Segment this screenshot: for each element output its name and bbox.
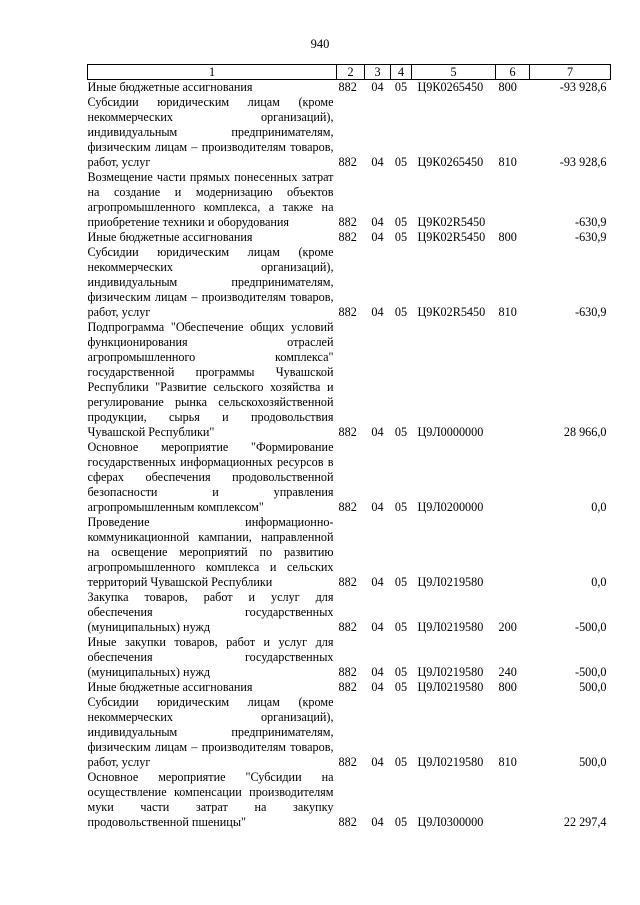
- table-row: [88, 80, 611, 96]
- row-name-cell: Субсидии юридическим лицам (кроме некоммерческих организаций), индивидуальным предпринимателям, физическим лицам – производителям товаров, работ, услуг: [87, 95, 334, 169]
- subsection-code-cell: 05: [394, 500, 408, 514]
- table-row: [88, 440, 611, 515]
- target-article-cell: Ц9Л0219580: [417, 620, 484, 634]
- table-row: [88, 635, 611, 680]
- target-article-cell: Ц9К02R5450: [417, 305, 486, 319]
- target-article-cell: Ц9Л0000000: [417, 425, 484, 439]
- expense-type-cell: [496, 170, 530, 230]
- section-code-cell: 04: [371, 155, 384, 169]
- expense-type-cell: 800: [498, 230, 517, 244]
- table-row: [88, 245, 611, 320]
- table-row: [88, 320, 611, 440]
- table-row: [88, 770, 611, 830]
- amount-cell: 500,0: [579, 755, 607, 769]
- section-code-cell: 04: [371, 620, 384, 634]
- table-row: [88, 170, 611, 230]
- target-article-cell: Ц9Л0200000: [417, 500, 484, 514]
- row-name-cell: Субсидии юридическим лицам (кроме некоммерческих организаций), индивидуальным предпринимателям, физическим лицам – производителям товаров, работ, услуг: [87, 245, 334, 319]
- section-code-cell: 04: [371, 80, 384, 94]
- header-col-2: 2: [337, 65, 365, 80]
- target-article-cell: Ц9К02R5450: [417, 230, 486, 244]
- amount-cell: 500,0: [579, 680, 607, 694]
- section-code-cell: 04: [371, 230, 384, 244]
- subsection-code-cell: 05: [394, 425, 408, 439]
- subsection-code-cell: 05: [394, 665, 408, 679]
- target-article-cell: Ц9Л0219580: [417, 665, 484, 679]
- amount-cell: -630,9: [575, 305, 607, 319]
- expense-type-cell: 800: [498, 80, 517, 94]
- row-name-cell: Иные бюджетные ассигнования: [87, 230, 253, 244]
- subsection-code-cell: 05: [394, 305, 408, 319]
- amount-cell: 22 297,4: [563, 815, 607, 829]
- amount-cell: -500,0: [575, 665, 607, 679]
- section-code-cell: 04: [371, 500, 384, 514]
- target-article-cell: Ц9Л0219580: [417, 755, 484, 769]
- row-name-cell: Подпрограмма "Обеспечение общих условий функционирования отраслей агропромышленного комплекса" государственной программы Чувашской Республики "Развитие сельского хозяйства и регулирование рынка сельскохозяйственной продукции, сырья и продовольствия Чувашской Республики": [87, 320, 334, 439]
- expense-type-cell: [496, 515, 530, 590]
- row-name-cell: Закупка товаров, работ и услуг для обеспечения государственных (муниципальных) нужд: [87, 590, 334, 634]
- table-row: [88, 695, 611, 770]
- target-article-cell: Ц9Л0219580: [417, 575, 484, 589]
- subsection-code-cell: 05: [394, 620, 408, 634]
- target-article-cell: Ц9К0265450: [417, 80, 484, 94]
- budget-table: [87, 64, 611, 830]
- page-number: 940: [310, 37, 330, 51]
- amount-cell: -630,9: [575, 215, 607, 229]
- row-name-cell: Проведение информационно-коммуникационной кампании, направленной на освещение мероприятий по развитию агропромышленного комплекса и сельских территорий Чувашской Республики: [87, 515, 334, 589]
- ministry-code-cell: 882: [338, 815, 357, 829]
- expense-type-cell: 810: [498, 155, 517, 169]
- section-code-cell: 04: [371, 305, 384, 319]
- expense-type-cell: 800: [498, 680, 517, 694]
- ministry-code-cell: 882: [338, 575, 357, 589]
- row-name-cell: Иные закупки товаров, работ и услуг для обеспечения государственных (муниципальных) нужд: [87, 635, 334, 679]
- header-col-3: 3: [365, 65, 391, 80]
- subsection-code-cell: 05: [394, 155, 408, 169]
- amount-cell: -93 928,6: [559, 155, 607, 169]
- ministry-code-cell: 882: [338, 665, 357, 679]
- table-row: [88, 95, 611, 170]
- header-col-1: 1: [88, 65, 337, 80]
- ministry-code-cell: 882: [338, 230, 357, 244]
- amount-cell: -93 928,6: [559, 80, 607, 94]
- expense-type-cell: [496, 440, 530, 515]
- section-code-cell: 04: [371, 680, 384, 694]
- table-header-row: [88, 65, 611, 80]
- ministry-code-cell: 882: [338, 425, 357, 439]
- target-article-cell: Ц9К0265450: [417, 155, 484, 169]
- section-code-cell: 04: [371, 815, 384, 829]
- subsection-code-cell: 05: [394, 755, 408, 769]
- amount-cell: 0,0: [591, 575, 607, 589]
- subsection-code-cell: 05: [394, 815, 408, 829]
- ministry-code-cell: 882: [338, 155, 357, 169]
- expense-type-cell: [496, 320, 530, 440]
- ministry-code-cell: 882: [338, 80, 357, 94]
- header-col-4: 4: [391, 65, 412, 80]
- section-code-cell: 04: [371, 755, 384, 769]
- amount-cell: 0,0: [591, 500, 607, 514]
- target-article-cell: Ц9Л0219580: [417, 680, 484, 694]
- row-name-cell: Основное мероприятие "Формирование государственных информационных ресурсов в сферах обеспечения продовольственной безопасности и управления агропромышленным комплексом": [87, 440, 334, 514]
- target-article-cell: Ц9К02R5450: [417, 215, 486, 229]
- row-name-cell: Основное мероприятие "Субсидии на осуществление компенсации производителям муки части затрат на закупку продовольственной пшеницы": [87, 770, 334, 829]
- header-col-5: 5: [412, 65, 496, 80]
- expense-type-cell: 810: [498, 305, 517, 319]
- target-article-cell: Ц9Л0300000: [417, 815, 484, 829]
- section-code-cell: 04: [371, 425, 384, 439]
- ministry-code-cell: 882: [338, 215, 357, 229]
- expense-type-cell: 810: [498, 755, 517, 769]
- expense-type-cell: 240: [498, 665, 517, 679]
- section-code-cell: 04: [371, 215, 384, 229]
- amount-cell: -500,0: [575, 620, 607, 634]
- header-col-7: 7: [530, 65, 611, 80]
- table-row: [88, 590, 611, 635]
- table-row: [88, 230, 611, 245]
- ministry-code-cell: 882: [338, 305, 357, 319]
- row-name-cell: Иные бюджетные ассигнования: [87, 80, 253, 94]
- header-col-6: 6: [496, 65, 530, 80]
- row-name-cell: Субсидии юридическим лицам (кроме некоммерческих организаций), индивидуальным предпринимателям, физическим лицам – производителям товаров, работ, услуг: [87, 695, 334, 769]
- expense-type-cell: [496, 770, 530, 830]
- table-row: [88, 680, 611, 695]
- amount-cell: 28 966,0: [563, 425, 607, 439]
- ministry-code-cell: 882: [338, 755, 357, 769]
- row-name-cell: Иные бюджетные ассигнования: [87, 680, 253, 694]
- section-code-cell: 04: [371, 575, 384, 589]
- subsection-code-cell: 05: [394, 230, 408, 244]
- expense-type-cell: 200: [498, 620, 517, 634]
- subsection-code-cell: 05: [394, 575, 408, 589]
- amount-cell: -630,9: [575, 230, 607, 244]
- section-code-cell: 04: [371, 665, 384, 679]
- subsection-code-cell: 05: [394, 215, 408, 229]
- ministry-code-cell: 882: [338, 680, 357, 694]
- row-name-cell: Возмещение части прямых понесенных затрат на создание и модернизацию объектов агропромышленного комплекса, а также на приобретение техники и оборудования: [87, 170, 334, 229]
- subsection-code-cell: 05: [394, 80, 408, 94]
- ministry-code-cell: 882: [338, 500, 357, 514]
- table-row: [88, 515, 611, 590]
- subsection-code-cell: 05: [394, 680, 408, 694]
- ministry-code-cell: 882: [338, 620, 357, 634]
